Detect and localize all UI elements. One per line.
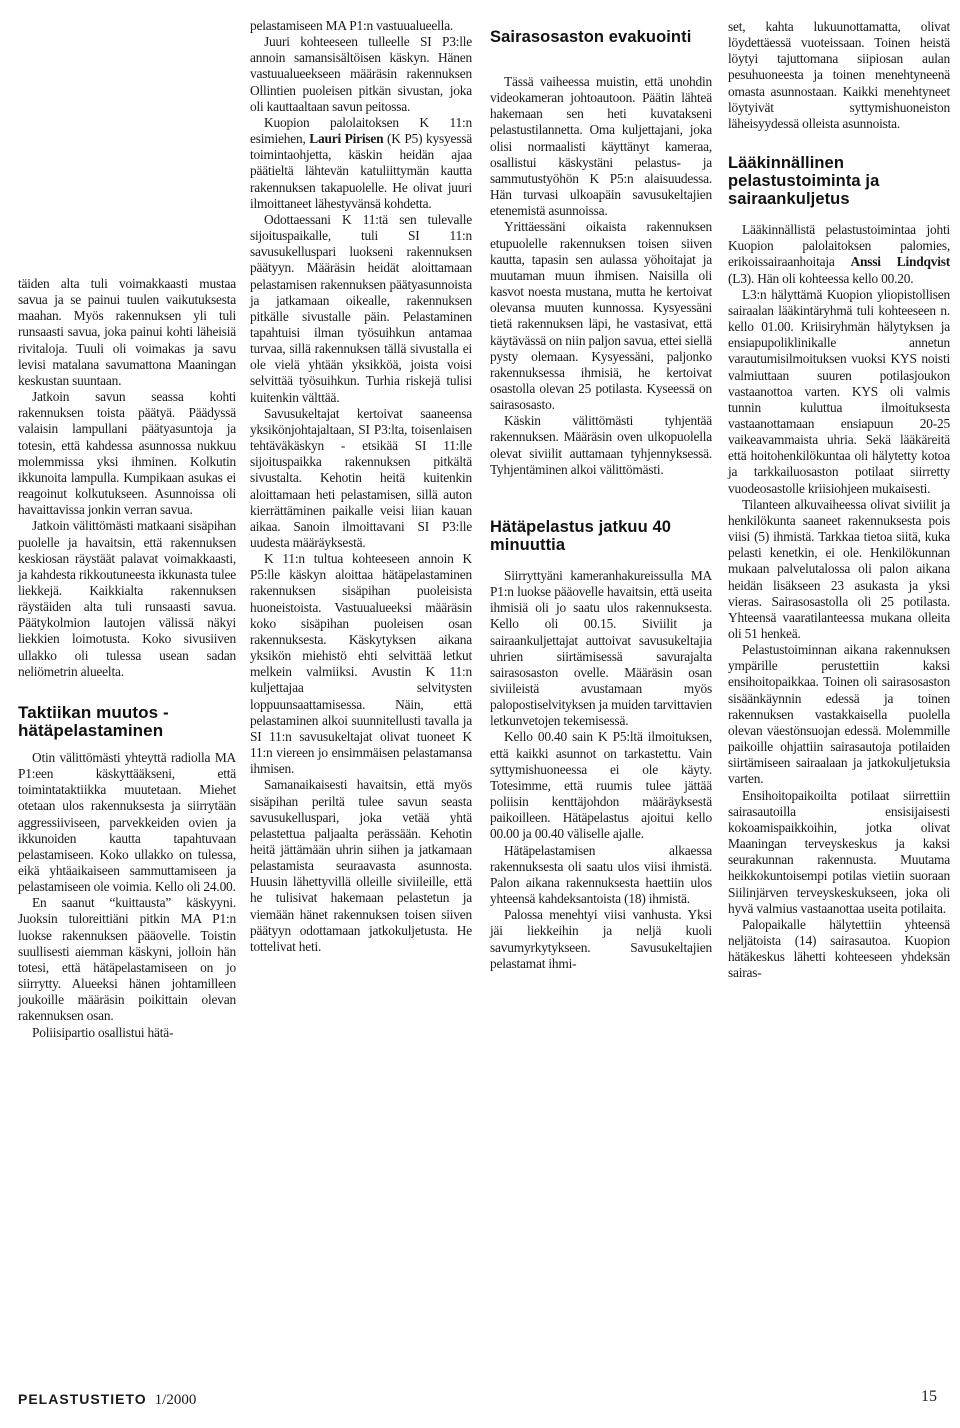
paragraph: Palossa menehtyi viisi vanhusta. Yksi jäi liekkeihin ja neljä kuoli savumyrkytykseen. Savusukeltajien pelastamat ihmi- <box>490 907 712 971</box>
page-footer <box>18 1390 196 1409</box>
paragraph: Odottaessani K 11:tä sen tulevalle sijoituspaikalle, tuli SI 11:n savusukelluspari luokseni rakennuksen päätyyn. Määräsin heidät aloittamaan pelastamisen rakennuksen päätyasunnoista ja jatkamaan oikealle, rakennuksen pitkälle sivustalle päin. Pelastaminen tapahtuisi ilman työsuihkun antamaa turvaa, sillä rakennuksen tällä sivustalla ei ole vielä yhtään yksikköä, joista voisi selvittää työsuihkun. Turhia riskejä tulisi kuitenkin välttää. <box>250 211 472 405</box>
paragraph: Yrittäessäni oikaista rakennuksen etupuolelle rakennuksen toisen siiven kautta, tapasin sen aulassa yöhoitajat ja muutaman muun ihmisen. Naisilla oli kasvot noesta mustana, mutta he kertoivat olevansa muuten kunnossa. Kysyessäni tietä rakennuksen läpi, he vastasivat, että käytävässä on niin paljon savua, ettei siellä pysty olemaan. Kysyessäni, paljonko rakennuksessa ihmisiä, he kertoivat osastolla olevan 25 potilasta. Kyseessä on sairasosasto. <box>490 219 712 413</box>
paragraph: Käskin välittömästi tyhjentää rakennuksen. Määräsin oven ulkopuolella olevat siviilit auttamaan tyhjennyksessä. Tyhjentäminen alkoi välittömästi. <box>490 413 712 477</box>
paragraph: Tässä vaiheessa muistin, että unohdin videokameran johtoautoon. Päätin lähteä hakemaan sen heti kuvatakseni pelastustilannetta. Oma kuljettajani, joka olisi normaalisti käyttänyt kameraa, osallistui käskystäni pelastus- ja sammutustyöhön K P5:n alaisuudessa. Hän turvasi ulkoapäin savusukeltajien etenemistä asunnoissa. <box>490 74 712 219</box>
paragraph: Ensihoitopaikoilta potilaat siirrettiin sairasautoilla ensisijaisesti kokoamispaikkoihin, jotka olivat Maaningan terveyskeskus ja kaksi seurakunnan rakennusta. Muutama heikkokuntoisempi potilas vietiin suoraan Siilinjärven terveyskeskukseen, joka oli hyvä valmius vastaanottaa useita potilaita. <box>728 787 950 916</box>
paragraph: Jatkoin savun seassa kohti rakennuksen toista päätyä. Päädyssä valaisin lampullani päätyasuntoja ja totesin, että kahdessa asunnossa nukkuu molemmissa yksi ihminen. Kolkutin ikkunoita lampulla. Kumpikaan asukas ei reagoinut kolkutukseen. Asunnoissa oli havaittavissa jonkin verran savua. <box>18 389 236 518</box>
magazine-logo: PELASTUSTIETO <box>18 1391 147 1407</box>
paragraph: Juuri kohteeseen tulleelle SI P3:lle annoin samansisältöisen käskyn. Hänen vastuualueekseen määräsin rakennuksen Ollintien puoleisen pitkän sivustan, joka oli kauttaaltaan savun peitossa. <box>250 34 472 114</box>
paragraph <box>728 222 950 287</box>
section-heading: Lääkinnällinen pelastustoiminta ja sairaankuljetus <box>728 154 880 209</box>
paragraph: Siirryttyäni kameranhakureissulla MA P1:n luokse pääovelle havaitsin, että useita ihmisiä oli jo saatu ulos rakennuksesta. Kello oli 00.15. Siviilit ja sairaankuljettajat auttoivat savusukeltajia uhrien siirtämisessä savurajalta sairasosaston ovelle. Määräsin osan siviileistä avustamaan myös palopostiselvityksen ja muiden tarvittavien letkunvetojen tekemisessä. <box>490 567 712 729</box>
paragraph: pelastamiseen MA P1:n vastuualueella. <box>250 18 454 33</box>
section-heading: Taktiikan muutos - hätäpelastaminen <box>18 702 169 740</box>
paragraph-text: (L3). Hän oli kohteessa kello 00.20. <box>728 270 914 286</box>
paragraph: Poliisipartio osallistui hätä- <box>32 1024 174 1040</box>
paragraph-text: Lääkinnällistä pelastustoimintaa johti Kuopion palolaitoksen palomies, erikoissairaanhoitaja <box>728 222 950 270</box>
paragraph: Tilanteen alkuvaiheessa olivat siviilit ja henkilökunta saaneet rakennuksesta pois viisi (5) ihmistä. Tarkkaa tietoa siitä, kuka pelasti kenetkin, ei ole. Henkilökunnan mukaan palvelutalossa oli palon aikana heidän lisäkseen 23 asukasta ja yksi vieras. Sairasosastolla oli 25 potilasta. Yhteensä vaaratilanteessa mukana olleita oli 51 henkeä. <box>728 496 950 641</box>
issue-number: 1/2000 <box>154 1392 197 1408</box>
paragraph: Otin välittömästi yhteyttä radiolla MA P1:een käskyttääkseni, että toimintataktiikka muutetaan. Miehet otetaan ulos rakennuksesta ja siirrytään aggressiiviseen, parvekkeiden ovien ja ikkunoiden kautta tapahtuvaan pelastamiseen. Koko ullakko on tulessa, eikä yhtäaikaiseen sammuttamiseen ja pelastamiseen ole voimia. Kello oli 24.00. <box>18 749 236 895</box>
paragraph: Jatkoin välittömästi matkaani sisäpihan puolelle ja havaitsin, että rakennuksen keskiosan räystäät palavat voimakkaasti, ja kahdesta rikkoutuneesta ikkunasta tulee liekkejä. Kaikkialta rakennuksen räystäiden alta tuli runsaasti savua. Päätykolmion lautojen välissä näkyi liekkien loimotusta. Koko sivusiiven ullakko oli tulessa usean sadan neliömetrin alueelta. <box>18 518 236 679</box>
section-heading: Hätäpelastus jatkuu 40 minuuttia <box>490 517 672 554</box>
paragraph <box>250 115 472 212</box>
page-number: 15 <box>921 1388 937 1405</box>
paragraph: täiden alta tuli voimakkaasti mustaa savua ja se painui tuulen vaikutuksesta maahan. Myös rakennuksen yli tuli runsaasti savua, joka painui kohti läheisiä rivitaloja. Tuuli oli voimakas ja savu levisi matalana savumattona Maaningan keskustan suuntaan. <box>18 276 236 388</box>
section-heading: Sairasosaston evakuointi <box>490 28 692 46</box>
paragraph: K 11:n tultua kohteeseen annoin K P5:lle käskyn aloittaa hätäpelastaminen rakennuksen sisäpihan puoleisista huoneistoista. Vastuualueeksi määräsin koko sisäpihan puoleisen osan rakennuksesta. Käskytyksen aikana yksikön miehistö ehti selvittää letkut melkein valmiiksi. Avustin K 11:n kuljettajaa selvitysten loppuunsaattamisessa. Näin, että pelastaminen alkoi suunnitellusti tavalla ja SI 11:n savusukeltajat olivat tuoneet K 11:n viereen jo ensimmäisen pelastamansa ihmisen. <box>250 551 472 777</box>
paragraph: set, kahta lukuunottamatta, olivat löydettäessä vuoteissaan. Toinen heistä löytyi tajuttomana siipiosan aulan pesuhuoneesta ja toinen menehtyneenä omasta asunnostaan. Kaikki menehtyneet löytyivät syttymishuoneiston läheisyydessä olleista asunnoista. <box>728 19 950 131</box>
paragraph-text: Kuopion palolaitoksen K 11:n esimiehen, <box>250 114 472 147</box>
paragraph: Savusukeltajat kertoivat saaneensa yksikönjohtajaltaan, SI P3:lta, toisenlaisen tehtäväkäskyn - etsikää SI 11:lle sijoituspaikka rakennuksen pitkältä sivustalta. Kehotin heitä kuitenkin aloittamaan heti pelastamisen, sillä auton kierrättäminen paikalle veisi liian kauan aikaa. Sanoin ilmoittavani SI P3:lle uudesta määräyksestä. <box>250 405 472 550</box>
paragraph: Samanaikaisesti havaitsin, että myös sisäpihan periltä tulee savun seasta savusukelluspari, joka vetää yhtä pelastettua paljaalta perässään. Kehotin heitä jättämään uhrin siihen ja jatkamaan pelastamista seuraavasta asunnosta. Huusin lähettyvillä olleille siviileille, että he tulisivat hakemaan pelastetun ja viemään hänet rakennuksen toisen siiven päätyyn odottamaan jatkokuljetusta. He tottelivat heti. <box>250 777 472 954</box>
paragraph: Pelastustoiminnan aikana rakennuksen ympärille perustettiin kaksi ensihoitopaikkaa. Toinen oli sairasosaston sisäänkäynnin edessä ja toinen rakennuksen vastakkaisella puolella olevan väestönsuojan edessä. Molemmille paikoille ohjattiin sairasautoja potilaiden siirtämiseen sairaalaan ja jatkokuljetuksia varten. <box>728 642 950 787</box>
paragraph: Palopaikalle hälytettiin yhteensä neljätoista (14) sairasautoa. Kuopion hätäkeskus lähetti kohteeseen yhdeksän sairas- <box>728 916 950 981</box>
person-name: Anssi Lindqvist <box>850 254 950 270</box>
person-name: Lauri Pirisen <box>309 131 384 147</box>
paragraph-text: (K P5) kysyessä toimintaohjetta, käskin heidän ajaa päätieltä lähtevän katuliittymän kautta rakennuksen takapuolelle. He olivat juuri ilmoittaneet lähestyvänsä kohdetta. <box>250 131 472 211</box>
paragraph: En saanut “kuittausta” käskyyni. Juoksin tuloreittiäni pitkin MA P1:n luokse rakennuksen pääovelle. Toistin suullisesti aiemman käskyni, jolloin hän totesi, että hätäpelastamiseen on jo siirrytty. Alueeksi hänen johtamilleen joukoille määräsin poikittain olevan rakennuksen osan. <box>18 895 236 1024</box>
paragraph: L3:n hälyttämä Kuopion yliopistollisen sairaalan lääkintäryhmä tuli kohteeseen n. kello 01.00. Kriisiryhmän hälytyksen ja ensiapupoliklinikalle annetun varautumisilmoituksen vuoksi KYS noisti valmiuttaan suuren potilasjoukon vastaanottoa varten. KYS oli valmis tunnin kuluttua ilmoituksesta vastaanottamaan ensiapuun 20-25 vaikeavammaista uhria. Sekä lääkäreitä että hoitohenkilökuntaa oli hälytetty kotoa ja tarkkailuosaston potilaat siirretty vuodeosastolle kriisiohjeen mukaisesti. <box>728 286 950 496</box>
paragraph: Hätäpelastamisen alkaessa rakennuksesta oli saatu ulos viisi ihmistä. Palon aikana rakennuksesta haettiin ulos yhteensä kahdeksantoista (18) ihmistä. <box>490 842 712 907</box>
paragraph: Kello 00.40 sain K P5:ltä ilmoituksen, että kaikki asunnot on tarkastettu. Vain syttymishuoneessa ei ole käyty. Totesimme, että ruumis tulee jättää poliisin kenttäjohdon määräyksestä paikoilleen. Hätäpelastus ajoitui kello 00.00 ja 00.40 väliselle ajalle. <box>490 729 712 842</box>
